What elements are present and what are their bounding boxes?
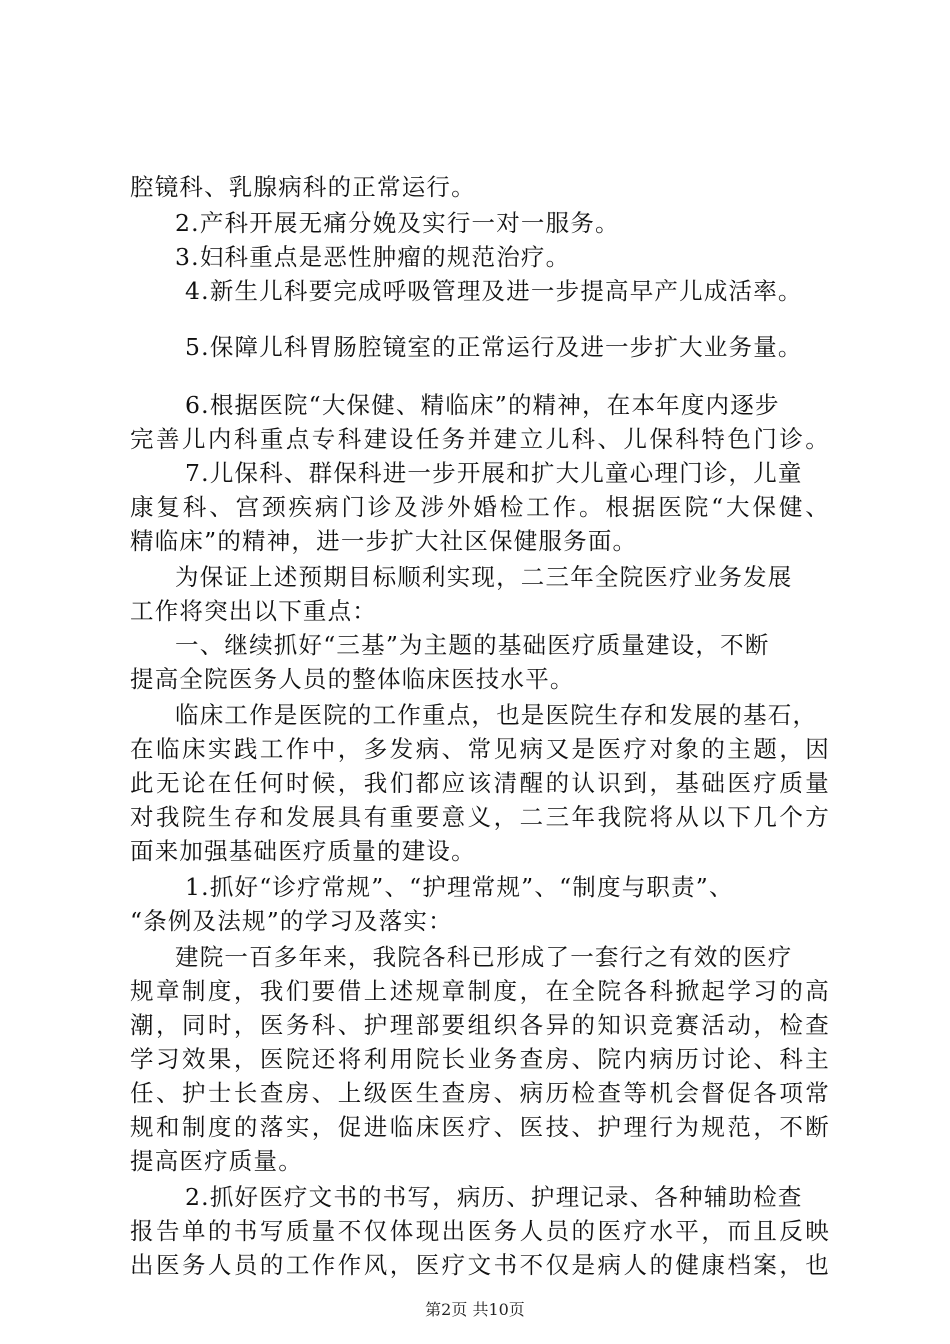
text-line: 4.新生儿科要完成呼吸管理及进一步提高早产儿成活率。 bbox=[185, 277, 803, 305]
text-line: 精临床”的精神，进一步扩大社区保健服务面。 bbox=[130, 527, 638, 555]
text-line: “条例及法规”的学习及落实： bbox=[130, 907, 453, 935]
text-line: 在临床实践工作中，多发病、常见病又是医疗对象的主题，因 bbox=[130, 735, 830, 763]
text-line: 出医务人员的工作作风，医疗文书不仅是病人的健康档案，也 bbox=[130, 1251, 830, 1279]
text-line: 一、继续抓好“三基”为主题的基础医疗质量建设，不断 bbox=[175, 631, 770, 659]
text-line: 完善儿内科重点专科建设任务并建立儿科、儿保科特色门诊。 bbox=[130, 425, 830, 453]
text-line: 3.妇科重点是恶性肿瘤的规范治疗。 bbox=[175, 243, 571, 271]
text-line: 规和制度的落实，促进临床医疗、医技、护理行为规范，不断 bbox=[130, 1113, 830, 1141]
text-line: 2.产科开展无痛分娩及实行一对一服务。 bbox=[175, 209, 620, 237]
text-line: 此无论在任何时候，我们都应该清醒的认识到，基础医疗质量 bbox=[130, 769, 830, 797]
text-line: 1.抓好“诊疗常规”、“护理常规”、“制度与职责”、 bbox=[185, 873, 734, 901]
text-line: 报告单的书写质量不仅体现出医务人员的医疗水平，而且反映 bbox=[130, 1217, 830, 1245]
text-line: 潮，同时，医务科、护理部要组织各异的知识竞赛活动，检查 bbox=[130, 1011, 830, 1039]
text-line: 为保证上述预期目标顺利实现，二三年全院医疗业务发展 bbox=[175, 563, 793, 591]
text-line: 提高全院医务人员的整体临床医技水平。 bbox=[130, 665, 575, 693]
text-line: 面来加强基础医疗质量的建设。 bbox=[130, 837, 476, 865]
text-line: 康复科、宫颈疾病门诊及涉外婚检工作。根据医院“大保健、 bbox=[130, 493, 830, 521]
text-line: 任、护士长查房、上级医生查房、病历检查等机会督促各项常 bbox=[130, 1079, 830, 1107]
text-line: 临床工作是医院的工作重点，也是医院生存和发展的基石， bbox=[175, 701, 818, 729]
text-line: 7.儿保科、群保科进一步开展和扩大儿童心理门诊，儿童 bbox=[185, 459, 803, 487]
text-line: 建院一百多年来，我院各科已形成了一套行之有效的医疗 bbox=[175, 943, 793, 971]
text-line: 规章制度，我们要借上述规章制度，在全院各科掀起学习的高 bbox=[130, 977, 830, 1005]
page-number-footer: 第2页 共10页 bbox=[425, 1300, 525, 1319]
text-line: 提高医疗质量。 bbox=[130, 1147, 303, 1175]
text-line: 腔镜科、乳腺病科的正常运行。 bbox=[130, 173, 476, 201]
text-line: 2.抓好医疗文书的书写，病历、护理记录、各种辅助检查 bbox=[185, 1183, 803, 1211]
text-line: 对我院生存和发展具有重要意义，二三年我院将从以下几个方 bbox=[130, 803, 830, 831]
text-line: 5.保障儿科胃肠腔镜室的正常运行及进一步扩大业务量。 bbox=[185, 333, 803, 361]
text-line: 学习效果，医院还将利用院长业务查房、院内病历讨论、科主 bbox=[130, 1045, 830, 1073]
text-line: 工作将突出以下重点： bbox=[130, 597, 377, 625]
text-line: 6.根据医院“大保健、精临床”的精神，在本年度内逐步 bbox=[185, 391, 780, 419]
